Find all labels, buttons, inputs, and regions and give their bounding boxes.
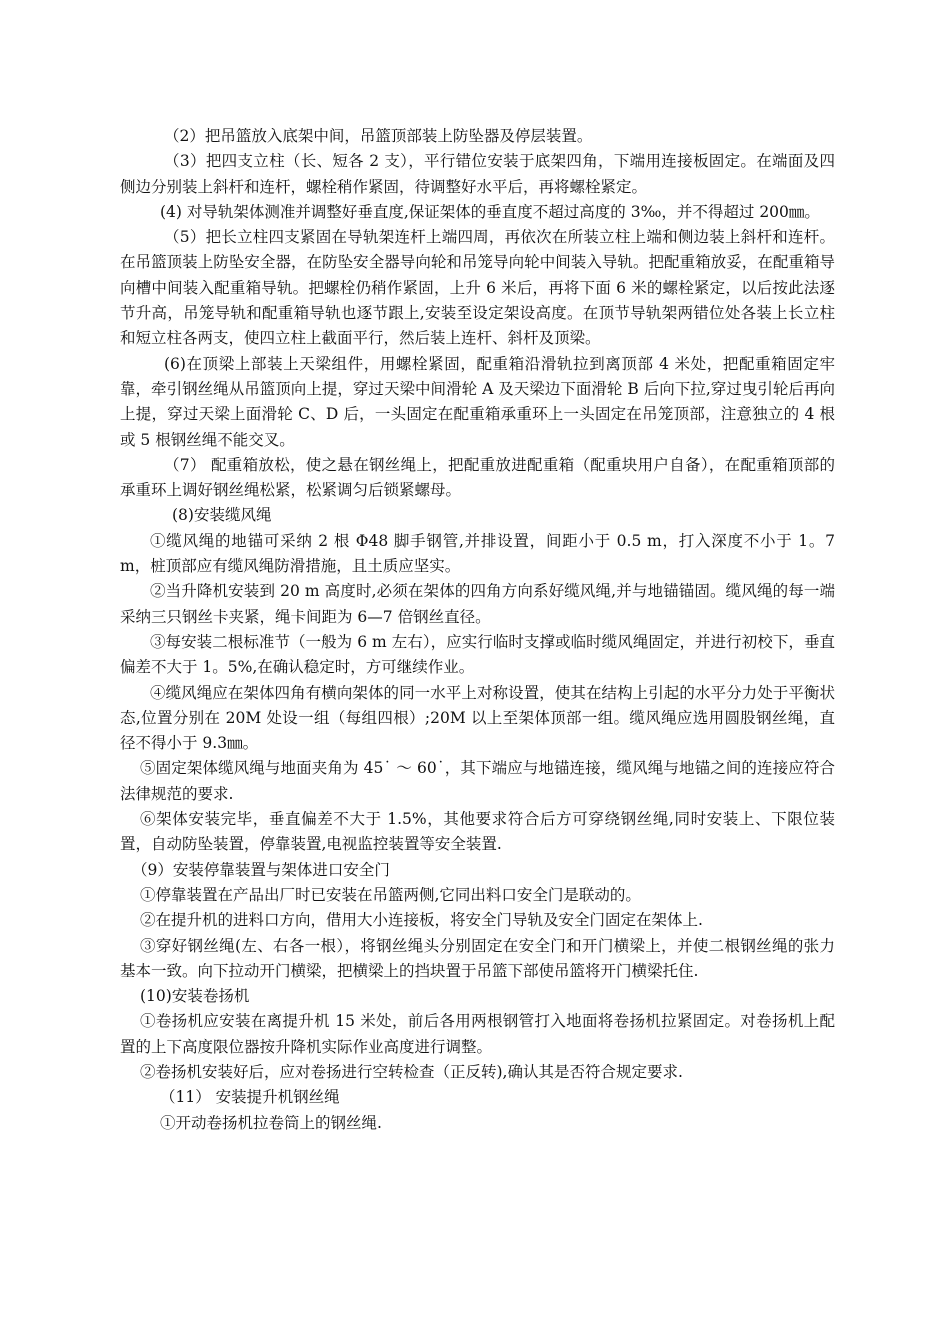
- paragraph-step-6: (6)在顶梁上部装上天梁组件，用螺栓紧固，配重箱沿滑轨拉到离顶部 4 米处，把配重箱固定牢靠，牵引钢丝绳从吊篮顶向上提，穿过天梁中间滑轮 A 及天梁边下面滑轮 B 后向下拉,穿过曳引轮后再向上提，穿过天梁上面滑轮 C、D 后，一头固定在配重箱承重环上一头固定在吊笼顶部，注意独立的 4 根或 5 根钢丝绳不能交叉。: [120, 354, 835, 449]
- heading-step-10: (10)安装卷扬机: [140, 987, 250, 1006]
- paragraph-9-1: ①停靠装置在产品出厂时已安装在吊篮两侧,它同出料口安全门是联动的。: [140, 885, 641, 904]
- paragraph-8-4: ④缆风绳应在架体四角有横向架体的同一水平上对称设置，使其在结构上引起的水平分力处于平衡状态,位置分别在 20M 处设一组（每组四根）;20M 以上至架体顶部一组。缆风绳应选用圆股钢丝绳，直径不得小于 9.3㎜。: [120, 683, 835, 753]
- paragraph-10-2: ②卷扬机安装好后，应对卷扬进行空转检查（正反转),确认其是否符合规定要求.: [140, 1062, 683, 1081]
- paragraph-11-1: ①开动卷扬机拉卷筒上的钢丝绳.: [160, 1113, 382, 1132]
- heading-step-9: （9）安装停靠装置与架体进口安全门: [132, 860, 390, 879]
- paragraph-8-3: ③每安装二根标准节（一般为 6 m 左右），应实行临时支撑或临时缆风绳固定，并进行初校下，垂直偏差不大于 1。5%,在确认稳定时，方可继续作业。: [120, 632, 835, 677]
- paragraph-8-2: ②当升降机安装到 20 m 高度时,必须在架体的四角方向系好缆风绳,并与地锚锚固。缆风绳的每一端采纳三只钢丝卡夹紧，绳卡间距为 6—7 倍钢丝直径。: [120, 582, 835, 626]
- paragraph-9-3: ③穿好钢丝绳(左、右各一根），将钢丝绳头分别固定在安全门和开门横梁上，并使二根钢丝绳的张力基本一致。向下拉动开门横梁，把横梁上的挡块置于吊篮下部使吊篮将开门横梁托住.: [120, 936, 835, 980]
- heading-step-8: (8)安装缆风绳: [172, 506, 272, 525]
- document-body: [120, 124, 835, 1136]
- paragraph-step-4: (4) 对导轨架体测准并调整好垂直度,保证架体的垂直度不超过高度的 3‰，并不得超过 200㎜。: [160, 202, 820, 221]
- heading-step-11: （11） 安装提升机钢丝绳: [160, 1088, 340, 1107]
- paragraph-8-5: ⑤固定架体缆风绳与地面夹角为 45˙ ～ 60˙，其下端应与地锚连接，缆风绳与地锚之间的连接应符合法律规范的要求.: [120, 759, 835, 803]
- paragraph-10-1: ①卷扬机应安装在离提升机 15 米处，前后各用两根钢管打入地面将卷扬机拉紧固定。对卷扬机上配置的上下高度限位器按升降机实际作业高度进行调整。: [120, 1012, 835, 1056]
- paragraph-step-3: （3）把四支立柱（长、短各 2 支），平行错位安装于底架四角，下端用连接板固定。在端面及四侧边分别装上斜杆和连杆，螺栓稍作紧固，待调整好水平后，再将螺栓紧定。: [120, 152, 835, 196]
- paragraph-step-2: （2）把吊篮放入底架中间，吊篮顶部装上防坠器及停层装置。: [164, 127, 593, 145]
- paragraph-8-6: ⑥架体安装完毕，垂直偏差不大于 1.5%，其他要求符合后方可穿绕钢丝绳,同时安装上、下限位装置，自动防坠装置，停靠装置,电视监控装置等安全装置.: [120, 810, 835, 854]
- paragraph-9-2: ②在提升机的进料口方向，借用大小连接板，将安全门导轨及安全门固定在架体上.: [140, 911, 703, 930]
- paragraph-step-5: （5）把长立柱四支紧固在导轨架连杆上端四周，再依次在所装立柱上端和侧边装上斜杆和连杆。在吊篮顶装上防坠安全器，在防坠安全器导向轮和吊笼导向轮中间装入导轨。把配重箱放妥，在配重箱导向槽中间装入配重箱导轨。把螺栓仍稍作紧固，上升 6 米后，再将下面 6 米的螺栓紧定，以后按此法逐节升高，吊笼导轨和配重箱导轨也逐节跟上,安装至设定架设高度。在顶节导轨架两错位处各装上长立柱和短立柱各两支，使四立柱上截面平行，然后装上连杆、斜杆及顶梁。: [120, 228, 835, 348]
- paragraph-step-7: （7） 配重箱放松，使之悬在钢丝绳上，把配重放进配重箱（配重块用户自备），在配重箱顶部的承重环上调好钢丝绳松紧，松紧调匀后锁紧螺母。: [120, 455, 835, 500]
- paragraph-8-1: ①缆风绳的地锚可采纳 2 根 Φ48 脚手钢管,并排设置，间距小于 0.5 m，打入深度不小于 1。7 m，桩顶部应有缆风绳防滑措施，且土质应坚实。: [120, 531, 835, 576]
